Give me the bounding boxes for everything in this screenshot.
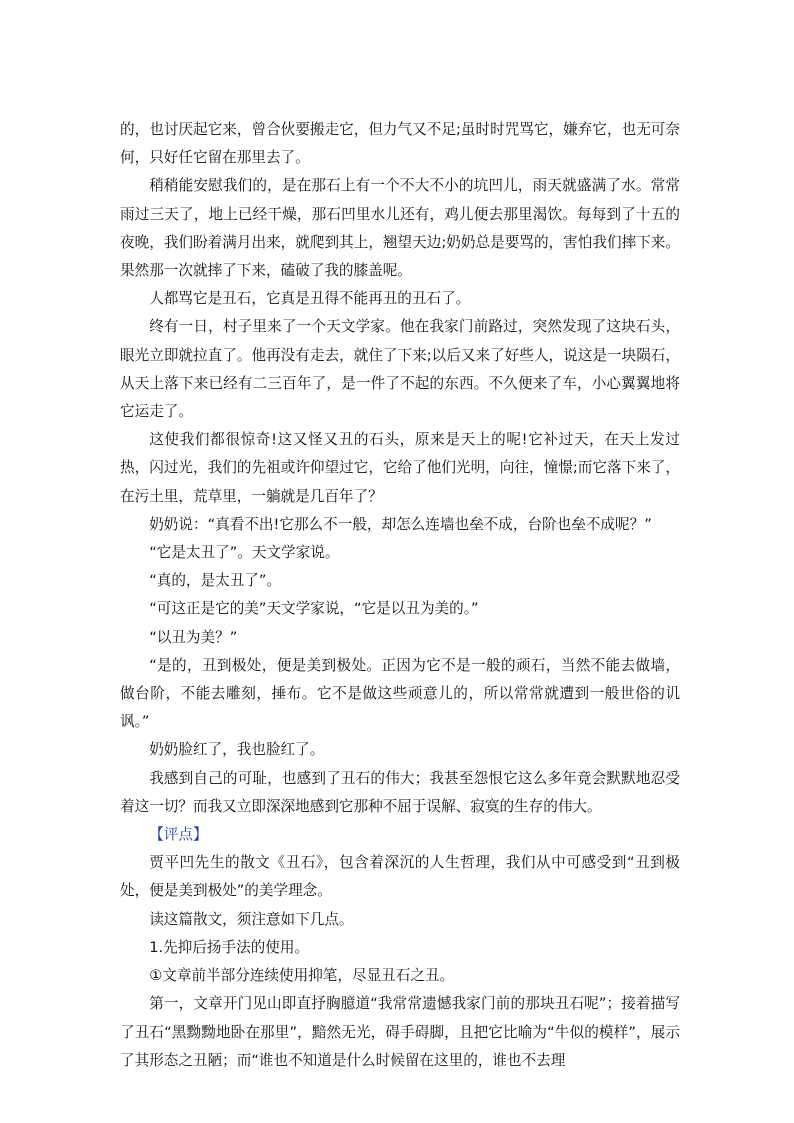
paragraph: 贾平凹先生的散文《丑石》，包含着深沉的人生哲理，我们从中可感受到“丑到极处，便是美到极处”的美学理念。 — [120, 854, 680, 900]
paragraph: 读这篇散文，须注意如下几点。 — [149, 910, 354, 928]
paragraph: 1.先抑后扬手法的使用。 — [149, 938, 310, 956]
paragraph: 奶奶脸红了，我也脸红了。 — [149, 741, 325, 759]
paragraph: 的，也讨厌起它来，曾合伙要搬走它，但力气又不足;虽时时咒骂它，嫌弃它，也无可奈何，只好任它留在那里去了。 — [120, 121, 680, 167]
paragraph: 第一，文章开门见山即直抒胸臆道“我常常遗憾我家门前的那块丑石呢”；接着描写了丑石“黑黝黝地卧在那里”，黯然无光，碍手碍脚，且把它比喻为“牛似的模样”，展示了其形态之丑陋；而“谁也不知道是什么时候留在这里的，谁也不去理 — [120, 995, 680, 1069]
paragraph: “是的，丑到极处，便是美到极处。正因为它不是一般的顽石，当然不能去做墙，做台阶，不能去雕刻，捶布。它不是做这些顽意儿的，所以常常就遭到一般世俗的讥讽。” — [120, 656, 680, 731]
paragraph: 稍稍能安慰我们的，是在那石上有一个不大不小的坑凹儿，雨天就盛满了水。常常雨过三天了，地上已经干燥，那石凹里水儿还有，鸡儿便去那里渴饮。每每到了十五的夜晚，我们盼着满月出来，就爬到其上，翘望天边;奶奶总是要骂的，害怕我们摔下来。果然那一次就摔了下来，磕破了我的膝盖呢。 — [120, 177, 680, 280]
document-page — [120, 116, 680, 1075]
paragraph: 我感到自己的可耻，也感到了丑石的伟大；我甚至怨恨它这么多年竟会默默地忍受着这一切？而我又立即深深地感到它那种不屈于误解、寂寞的生存的伟大。 — [120, 769, 680, 815]
paragraph: ①文章前半部分连续使用抑笔，尽显丑石之丑。 — [149, 967, 455, 985]
paragraph: “真的，是太丑了”。 — [149, 572, 282, 590]
paragraph: 终有一日，村子里来了一个天文学家。他在我家门前路过，突然发现了这块石头，眼光立即就拉直了。他再没有走去，就住了下来;以后又来了好些人，说这是一块陨石，从天上落下来已经有二三百年了，是一件了不起的东西。不久便来了车，小心翼翼地将它运走了。 — [120, 318, 680, 421]
paragraph: “以丑为美？” — [149, 628, 238, 646]
section-heading: 【评点】 — [149, 826, 208, 844]
paragraph: 人都骂它是丑石，它真是丑得不能再丑的丑石了。 — [149, 290, 471, 308]
paragraph: 这使我们都很惊奇!这又怪又丑的石头，原来是天上的呢!它补过天，在天上发过热，闪过光，我们的先祖或许仰望过它，它给了他们光明，向往，憧憬;而它落下来了，在污土里，荒草里，一躺就是几百年了？ — [120, 431, 680, 505]
paragraph: “它是太丑了”。天文学家说。 — [149, 544, 340, 562]
paragraph: “可这正是它的美”天文学家说，“它是以丑为美的。” — [149, 600, 479, 618]
paragraph: 奶奶说：“真看不出!它那么不一般，却怎么连墙也垒不成，台阶也垒不成呢？” — [149, 515, 652, 533]
